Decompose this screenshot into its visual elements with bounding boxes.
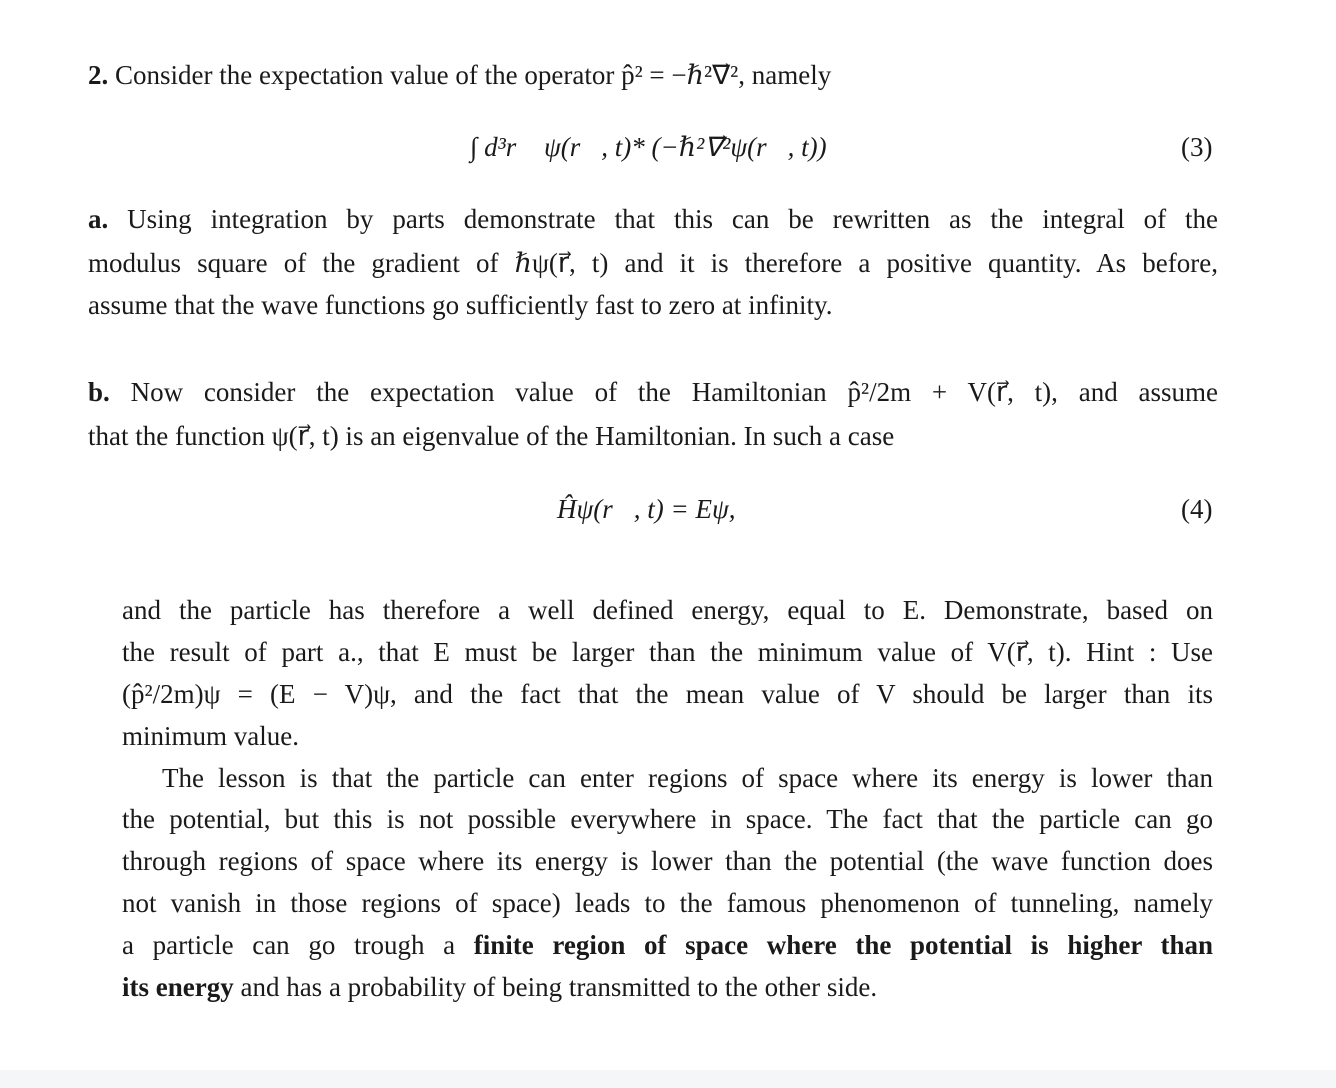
part-b-line-2: that the function ψ(r⃗, t) is an eigenvalue of the Hamiltonian. In such a case [88, 421, 895, 451]
part-b-text-1: Now consider the expectation value of the Hamiltonian p̂²/2m + V(r⃗, t), and assume [130, 377, 1218, 407]
equation-4: Ĥψ(r⃗, t) = Eψ, [557, 494, 736, 524]
equation-3-number: (3) [1181, 132, 1213, 162]
problem-intro-text: Consider the expectation value of the operator p̂² = −ℏ²∇⃗², namely [115, 60, 832, 90]
equation-3 [470, 130, 827, 164]
equation-3-text: ∫ d³r⃗ ψ(r⃗, t)* (−ℏ²∇⃗²ψ(r⃗, t)) [470, 132, 827, 162]
lesson-line-5-text: a particle can go trough a [122, 930, 456, 960]
part-b-cont-2: the result of part a., that E must be larger than the minimum value of V(r⃗, t). Hint : Use [122, 637, 1213, 667]
part-b-cont-1: and the particle has therefore a well defined energy, equal to E. Demonstrate, based on [122, 595, 1213, 625]
lesson-line-5 [122, 928, 1213, 962]
part-a-line-2: modulus square of the gradient of ℏψ(r⃗, t) and it is therefore a positive quantity. As before, [88, 248, 1218, 278]
equation-4-number: (4) [1181, 494, 1213, 524]
lesson-line-1: The lesson is that the particle can enter regions of space where its energy is lower than [162, 763, 1213, 793]
part-b-line-1 [88, 375, 1218, 409]
problem-number: 2. [88, 60, 109, 90]
part-b-label: b. [88, 377, 110, 407]
part-a-text-1: Using integration by parts demonstrate that this can be rewritten as the integral of the [127, 204, 1218, 234]
lesson-line-6-text: and has a probability of being transmitted to the other side. [240, 972, 878, 1002]
problem-intro [88, 58, 831, 92]
part-a-line-1 [88, 202, 1218, 236]
part-b-cont-3: (p̂²/2m)ψ = (E − V)ψ, and the fact that the mean value of V should be larger than its [122, 679, 1213, 709]
part-a-line-3: assume that the wave functions go sufficiently fast to zero at infinity. [88, 290, 833, 320]
lesson-bold-phrase-2: its energy [122, 972, 234, 1002]
part-a-label: a. [88, 204, 109, 234]
bottom-strip [0, 1070, 1336, 1088]
part-b-cont-4: minimum value. [122, 721, 299, 751]
lesson-line-4: not vanish in those regions of space) leads to the famous phenomenon of tunneling, namely [122, 888, 1213, 918]
lesson-bold-phrase-1: finite region of space where the potential is higher than [473, 930, 1214, 960]
lesson-line-2: the potential, but this is not possible everywhere in space. The fact that the particle can go [122, 804, 1213, 834]
lesson-line-6 [122, 970, 877, 1004]
lesson-line-3: through regions of space where its energy is lower than the potential (the wave function does [122, 846, 1213, 876]
